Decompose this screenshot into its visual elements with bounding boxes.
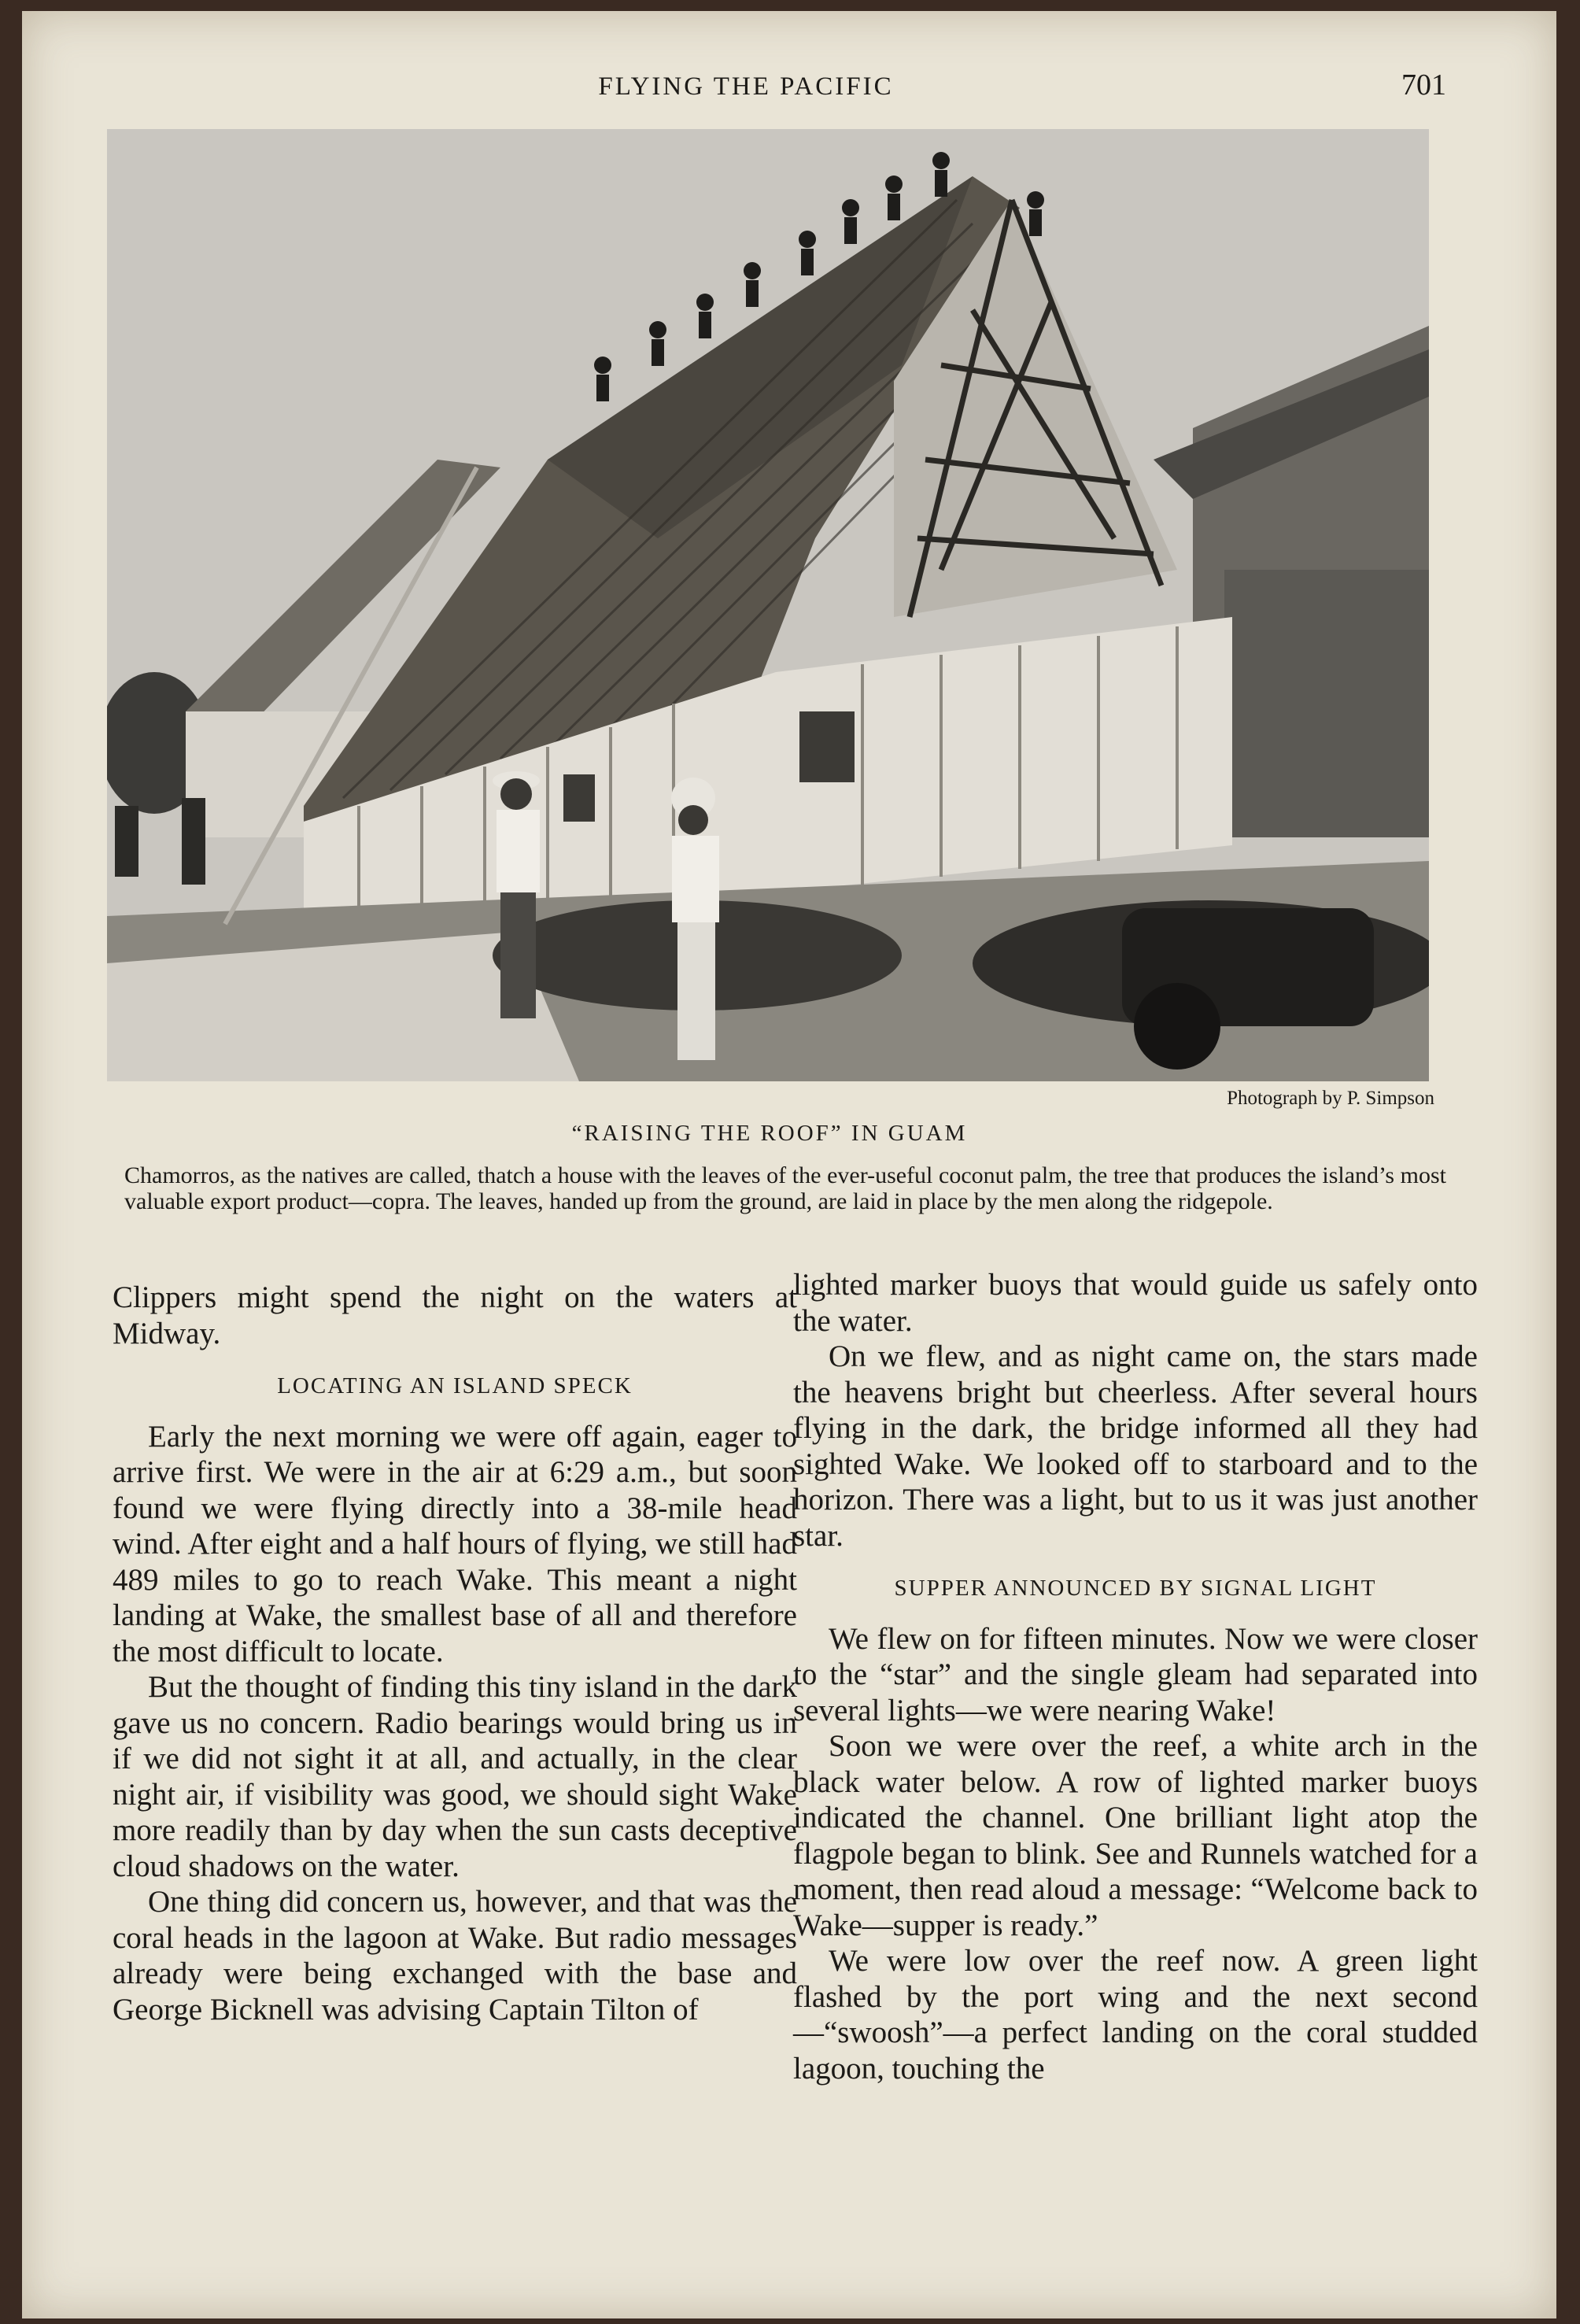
page-number: 701 bbox=[1401, 68, 1446, 102]
photo-illustration bbox=[107, 129, 1429, 1081]
paragraph: lighted marker buoys that would guide us safely onto the water. bbox=[793, 1268, 1478, 1338]
right-column bbox=[793, 1267, 1478, 2086]
caption-title: “RAISING THE ROOF” IN GUAM bbox=[571, 1121, 968, 1146]
paragraph: We flew on for fifteen minutes. Now we were closer to the “star” and the single gleam had separated into several lights—we were nearing Wake! bbox=[793, 1621, 1478, 1727]
paragraph: We were low over the reef now. A green light flashed by the port wing and the next second—“swoosh”—a perfect landing on the coral studded lagoon, touching the bbox=[793, 1944, 1478, 2086]
running-head: FLYING THE PACIFIC bbox=[598, 72, 894, 101]
subheading: SUPPER ANNOUNCED BY SIGNAL LIGHT bbox=[894, 1576, 1377, 1601]
paragraph: One thing did concern us, however, and that was the coral heads in the lagoon at Wake. But radio messages already were being exchanged with the base and George Bicknell was advising Captain Tilton of bbox=[113, 1885, 797, 2027]
photo-credit: Photograph by P. Simpson bbox=[1227, 1088, 1434, 1109]
paragraph: Early the next morning we were off again, eager to arrive first. We were in the air at 6:29 a.m., but soon found we were flying directly into a 38-mile head wind. After eight and a half hours of flying, we still had 489 miles to go to reach Wake. This meant a night landing at Wake, the smallest base of all and therefore the most difficult to locate. bbox=[113, 1419, 797, 1668]
subheading: LOCATING AN ISLAND SPECK bbox=[277, 1373, 633, 1398]
paragraph: But the thought of finding this tiny island in the dark gave us no concern. Radio bearings would bring us in if we did not sight it at all, and actually, in the clear night air, if visibility was good, we should sight Wake more readily than by day when the sun casts deceptive cloud shadows on the water. bbox=[113, 1670, 797, 1883]
left-column bbox=[113, 1280, 797, 2027]
paragraph: On we flew, and as night came on, the stars made the heavens bright but cheerless. After several hours flying in the dark, the bridge informed all they had sighted Wake. We looked off to starboard and to the horizon. There was a light, but to us it was just another star. bbox=[793, 1339, 1478, 1553]
paragraph: Clippers might spend the night on the waters at Midway. bbox=[113, 1280, 797, 1350]
caption-body: Chamorros, as the natives are called, thatch a house with the leaves of the ever-useful coconut palm, the tree that produces the island’s most valuable export product—copra. The leaves, handed up from the ground, are laid in place by the men along the ridgepole. bbox=[124, 1162, 1446, 1214]
paragraph: Soon we were over the reef, a white arch in the black water below. A row of lighted marker buoys indicated the channel. One brilliant light atop the flagpole began to blink. See and Runnels watched for a moment, then read aloud a message: “Welcome back to Wake—supper is ready.” bbox=[793, 1729, 1478, 1942]
magazine-page bbox=[22, 11, 1556, 2318]
photograph-thatching-house bbox=[107, 129, 1429, 1081]
